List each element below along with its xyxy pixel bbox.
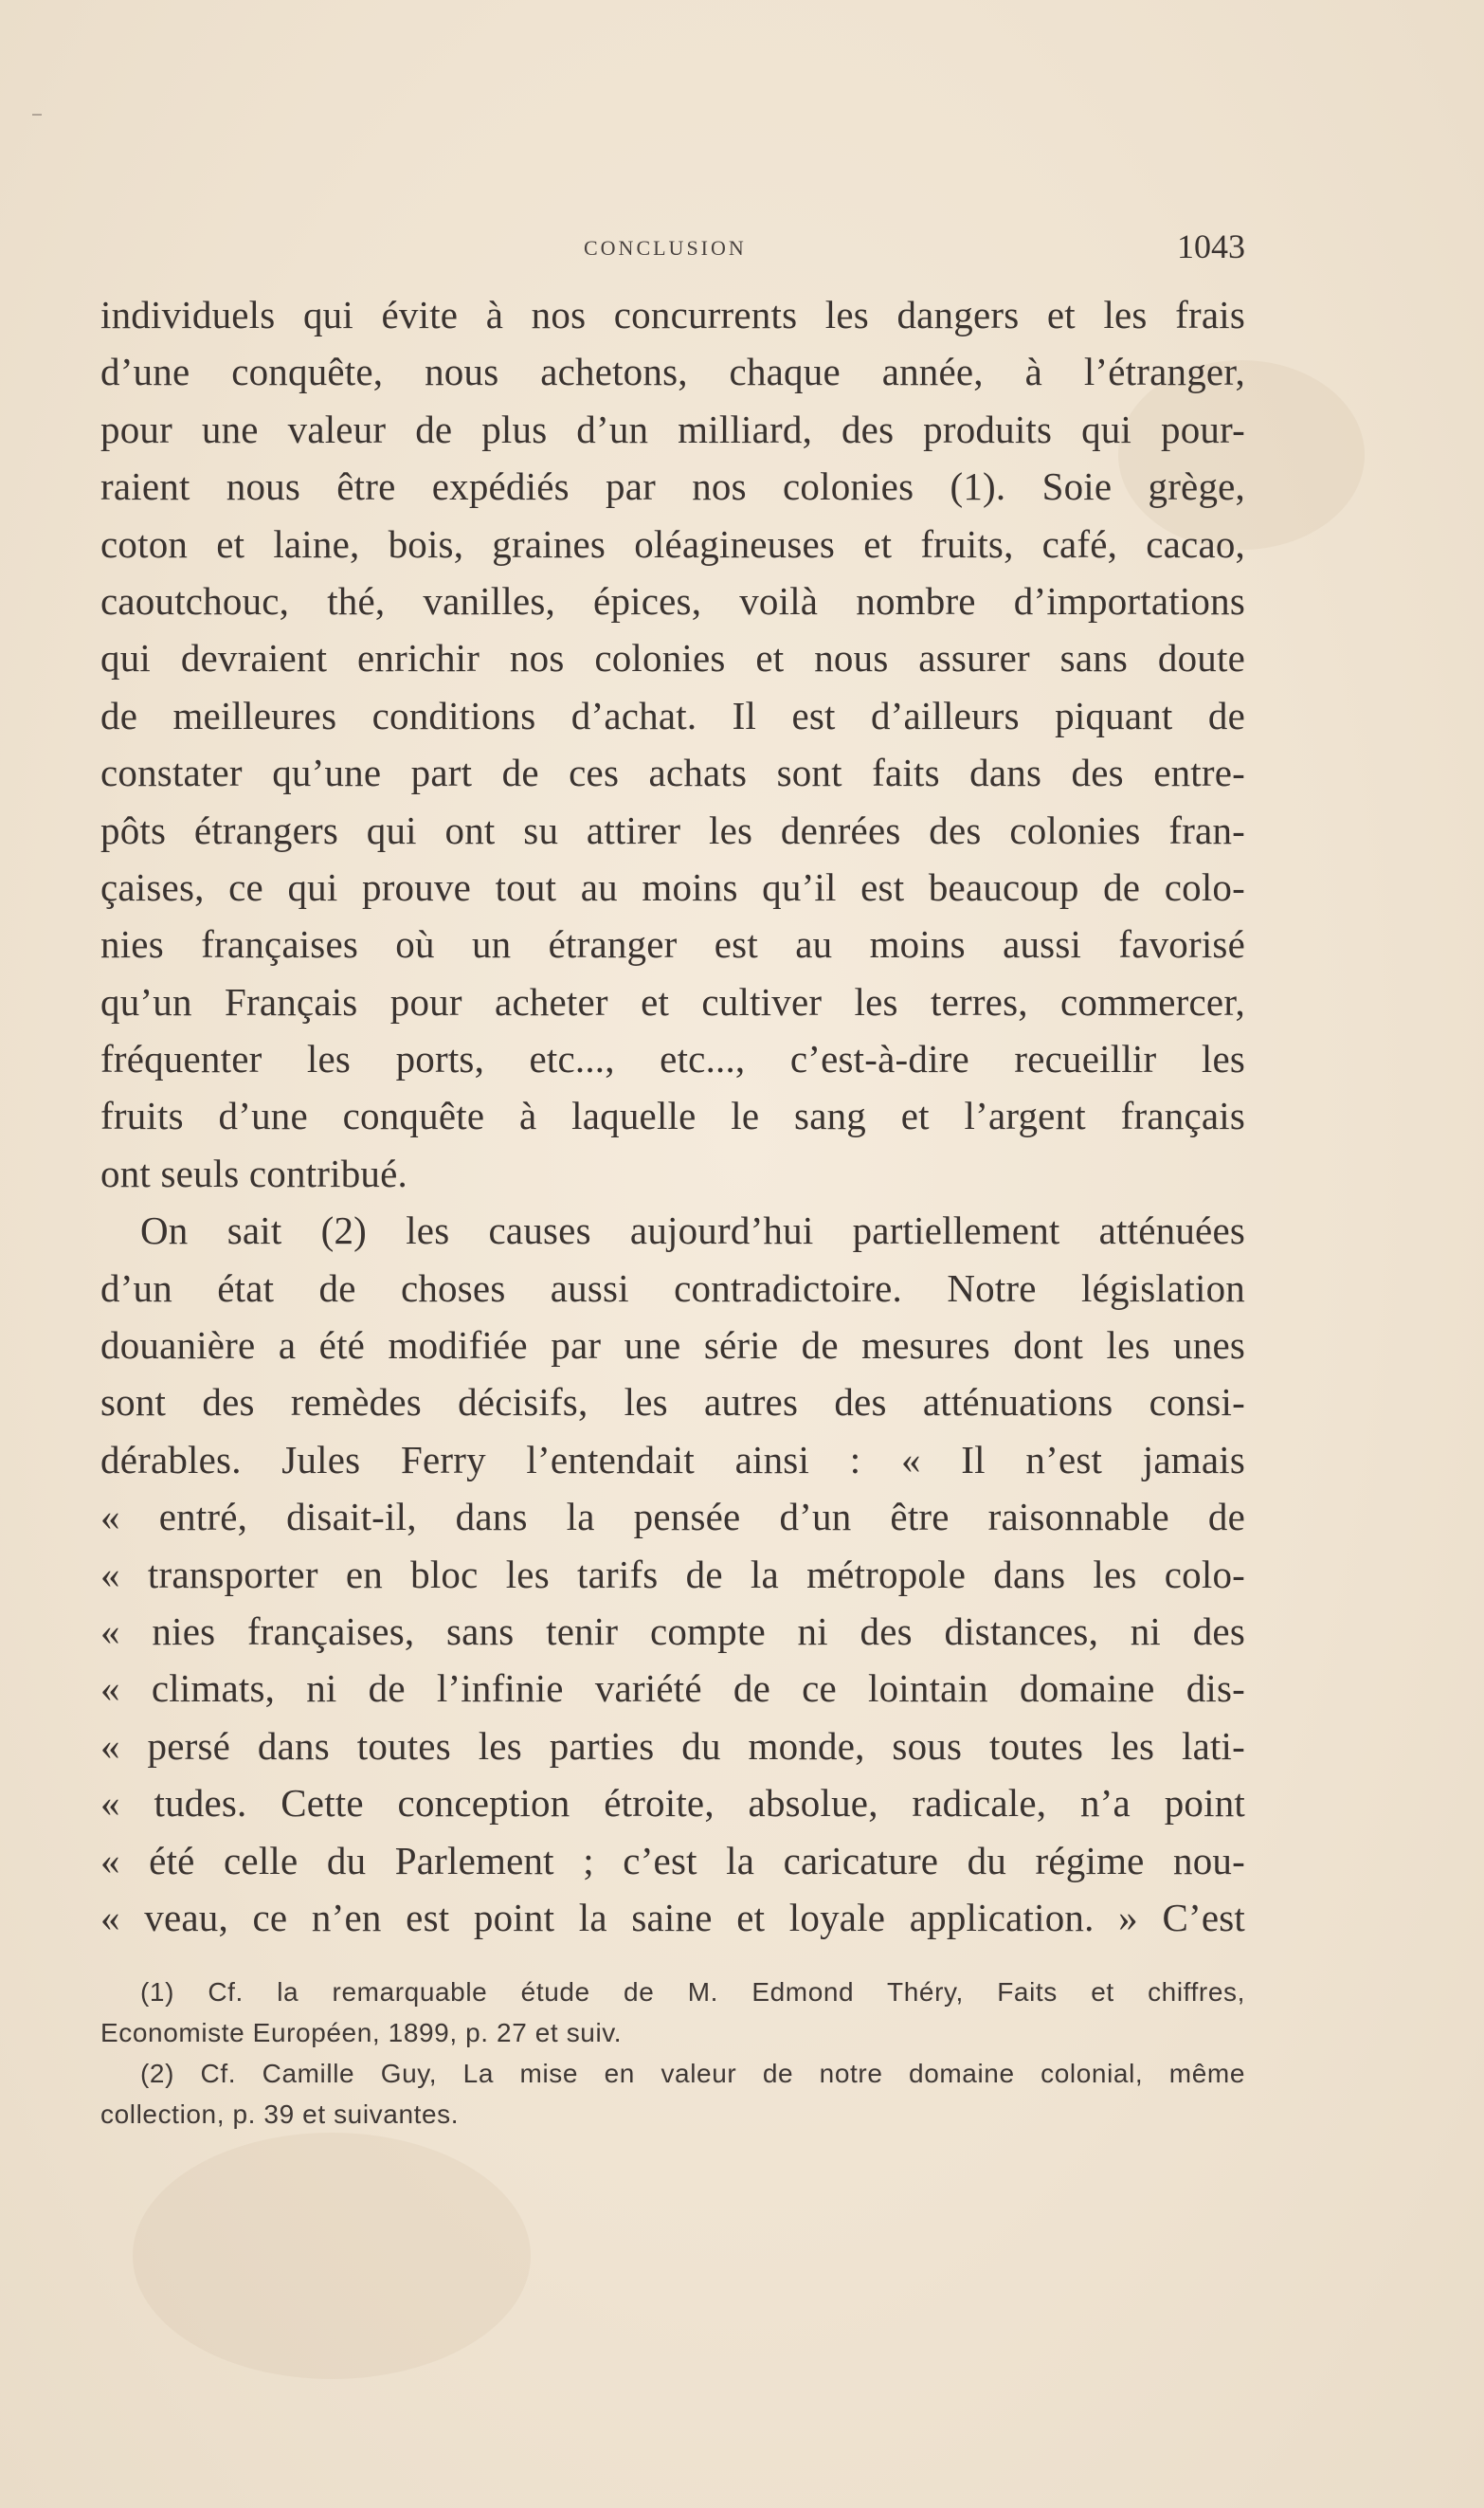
text-line: constater qu’une part de ces achats sont faits dans des entre- <box>100 751 1245 795</box>
footnote-line: (2) Cf. Camille Guy, La mise en valeur de notre domaine colonial, même <box>140 2059 1245 2088</box>
margin-mark <box>32 114 42 116</box>
text-line: fréquenter les ports, etc..., etc..., c’est-à-dire recueillir les <box>100 1037 1245 1081</box>
text-line: çaises, ce qui prouve tout au moins qu’il est beaucoup de colo- <box>100 864 1245 909</box>
text-line: fruits d’une conquête à laquelle le sang et l’argent français <box>100 1094 1245 1138</box>
paper-stain <box>133 2133 531 2379</box>
text-line: qui devraient enrichir nos colonies et nous assurer sans doute <box>100 636 1245 681</box>
text-line: dérables. Jules Ferry l’entendait ainsi : « Il n’est jamais <box>100 1437 1245 1481</box>
footnote-line: collection, p. 39 et suivantes. <box>100 2099 460 2129</box>
text-line: « tudes. Cette conception étroite, absolue, radicale, n’a point <box>100 1781 1245 1826</box>
text-line: « transporter en bloc les tarifs de la métropole dans les colo- <box>100 1552 1245 1596</box>
text-line: nies françaises où un étranger est au moins aussi favorisé <box>100 922 1245 967</box>
text-line: coton et laine, bois, graines oléagineuses et fruits, café, cacao, <box>100 521 1245 566</box>
text-line: « nies françaises, sans tenir compte ni des distances, ni des <box>100 1608 1245 1653</box>
text-line: « entré, disait-il, dans la pensée d’un être raisonnable de <box>100 1495 1245 1539</box>
text-line: « veau, ce n’en est point la saine et loyale application. » C’est <box>100 1895 1245 1939</box>
text-line: de meilleures conditions d’achat. Il est d’ailleurs piquant de <box>100 693 1245 737</box>
text-line: pour une valeur de plus d’un milliard, des produits qui pour- <box>100 407 1245 451</box>
text-line: douanière a été modifiée par une série de mesures dont les unes <box>100 1323 1245 1368</box>
body-text <box>100 286 1245 1946</box>
text-line: « persé dans toutes les parties du monde, sous toutes les lati- <box>100 1723 1245 1768</box>
text-line: sont des remèdes décisifs, les autres des atténuations consi- <box>100 1380 1245 1425</box>
text-line: individuels qui évite à nos concurrents les dangers et les frais <box>100 293 1245 336</box>
text-line: caoutchouc, thé, vanilles, épices, voilà nombre d’importations <box>100 578 1245 623</box>
text-line: d’une conquête, nous achetons, chaque année, à l’étranger, <box>100 350 1245 394</box>
text-line: « été celle du Parlement ; c’est la caricature du régime nou- <box>100 1838 1245 1882</box>
page-number: 1043 <box>1177 227 1245 265</box>
footnotes <box>100 1972 1245 2135</box>
footnote-line: Economiste Européen, 1899, p. 27 et suiv. <box>100 2018 623 2047</box>
text-line: ont seuls contribué. <box>100 1151 407 1195</box>
text-line: d’un état de choses aussi contradictoire. Notre législation <box>100 1265 1245 1310</box>
text-line: qu’un Français pour acheter et cultiver les terres, commercer, <box>100 979 1245 1024</box>
text-line: pôts étrangers qui ont su attirer les denrées des colonies fran- <box>100 808 1245 852</box>
text-line: « climats, ni de l’infinie variété de ce lointain domaine dis- <box>100 1666 1245 1711</box>
footnote-line: (1) Cf. la remarquable étude de M. Edmond Théry, Faits et chiffres, <box>140 1977 1245 2007</box>
page-header <box>100 227 1245 270</box>
text-line: On sait (2) les causes aujourd’hui partiellement atténuées <box>140 1209 1245 1253</box>
text-line: raient nous être expédiés par nos colonies (1). Soie grège, <box>100 464 1245 509</box>
running-title: CONCLUSION <box>584 236 747 260</box>
